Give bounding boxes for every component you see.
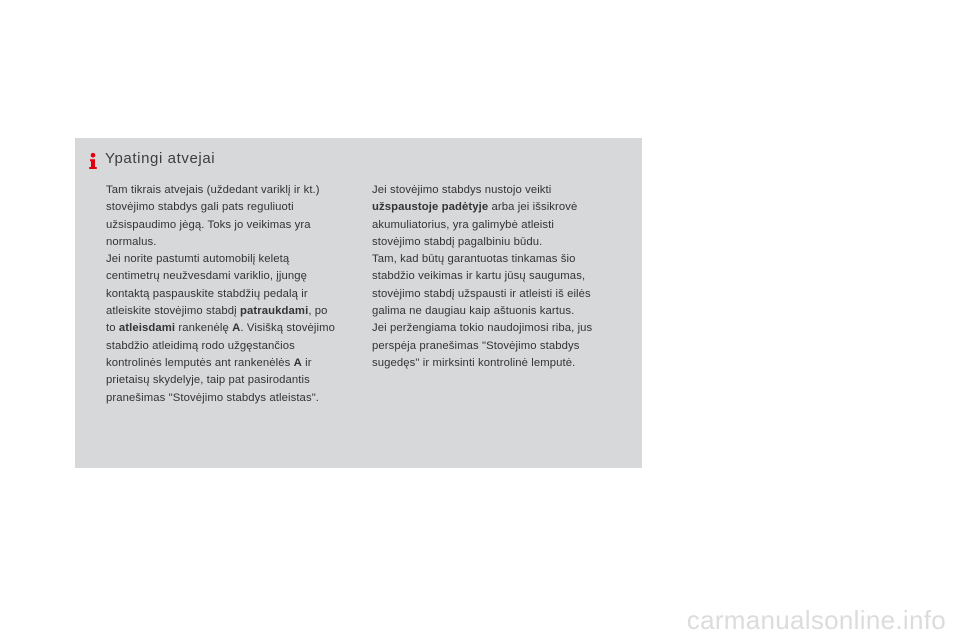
text-line: stabdžio veikimas ir kartu jūsų saugumas, (372, 270, 586, 283)
watermark-link[interactable]: carmanualsonline.info (686, 605, 946, 635)
bold-term: užspaustoje padėtyje (372, 201, 489, 214)
text-run: to (106, 322, 119, 335)
text-line: Tam tikrais atvejais (uždedant variklį ir kt.) (106, 184, 320, 196)
text-line: Jei stovėjimo stabdys nustojo veikti (372, 184, 552, 196)
text-line (106, 355, 356, 372)
text-line: kontaktą paspauskite stabdžių pedalą ir (106, 287, 308, 300)
text-line (372, 199, 624, 216)
bold-term: atleisdami (118, 322, 176, 335)
text-run: kontrolinės lemputės ant rankenėlės (106, 356, 294, 369)
text-line: perspėja pranešimas "Stovėjimo stabdys (372, 339, 580, 352)
text-run: , po (308, 305, 328, 318)
text-line: stabdžio atleidimą rodo užgęstančios (106, 339, 295, 352)
info-icon (84, 152, 102, 170)
text-run: arba jei išsikrovė (488, 201, 578, 214)
right-column (372, 182, 624, 372)
left-column (106, 182, 356, 407)
text-line (106, 320, 356, 337)
text-run: . Visišką stovėjimo (240, 322, 336, 335)
text-line: galima ne daugiau kaip aštuonis kartus. (372, 305, 575, 318)
bold-term: A (232, 322, 241, 335)
text-line: pranešimas "Stovėjimo stabdys atleistas". (106, 391, 320, 404)
text-line: stovėjimo stabdį pagalbiniu būdu. (372, 235, 543, 248)
text-line: akumuliatorius, yra galimybė atleisti (372, 218, 555, 231)
text-line: Tam, kad būtų garantuotas tinkamas šio (372, 253, 576, 266)
bold-term: A (293, 356, 302, 369)
text-run: ir (301, 356, 312, 369)
text-run: atleiskite stovėjimo stabdį (106, 305, 241, 318)
text-line: centimetrų neužvesdami variklio, įjungę (106, 270, 308, 283)
text-line: stovėjimo stabdį užspausti ir atleisti iš eilės (372, 287, 591, 300)
text-line (106, 303, 356, 320)
text-line: užsispaudimo jėgą. Toks jo veikimas yra (106, 218, 311, 231)
text-line: sugedęs" ir mirksinti kontrolinė lemputė. (372, 356, 576, 369)
text-run: rankenėlę (175, 322, 233, 335)
text-line: normalus. (106, 235, 157, 248)
text-line: Jei norite pastumti automobilį keletą (106, 253, 290, 266)
text-line: prietaisų skydelyje, taip pat pasirodantis (106, 374, 310, 387)
text-line: Jei peržengiama tokio naudojimosi riba, jus (372, 322, 593, 335)
bold-term: patraukdami (240, 305, 309, 318)
section-title: Ypatingi atvejai (105, 150, 216, 167)
text-line: stovėjimo stabdys gali pats reguliuoti (106, 201, 294, 214)
